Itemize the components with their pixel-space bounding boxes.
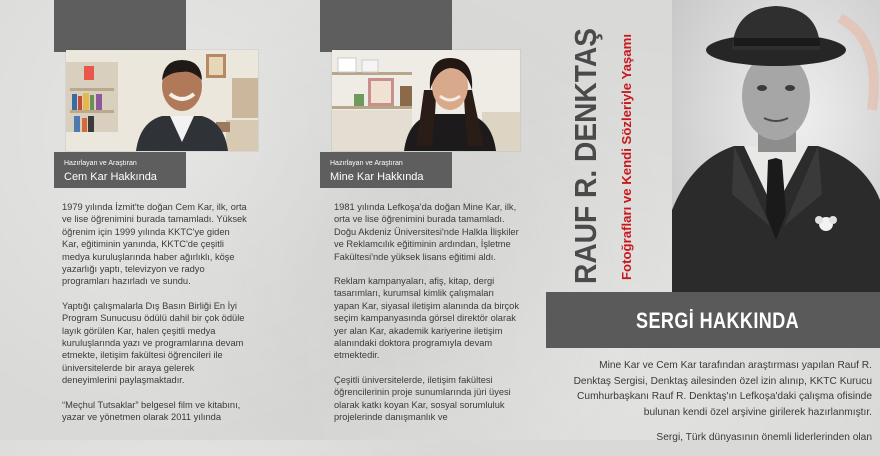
exhibition-subtitle [616, 32, 636, 282]
exhibition-subtitle-text: Fotoğrafları ve Kendi Sözleriyle Yaşamı [620, 46, 634, 280]
mine-kar-bio [334, 201, 520, 436]
exhibition-title-text: RAUF R. DENKTAŞ [568, 2, 603, 284]
mine-kar-bio-paragraph: 1981 yılında Lefkoşa'da doğan Mine Kar, ilk, orta ve lise öğrenimini burada tamamladı. Doğu Akdeniz Üniversitesi'nde Halkla İlişkiler ve Reklamcılık eğitiminin ardından, İşletme Fakültesi'nde yüksek lisans eğitimi aldı. [334, 202, 519, 262]
top-panel [320, 0, 452, 52]
exhibition-banner [546, 292, 880, 348]
cem-kar-caption-small: Hazırlayan ve Araştıran [64, 160, 137, 167]
cem-kar-caption-name: Cem Kar Hakkında [64, 171, 157, 183]
top-panel [54, 0, 186, 52]
cem-kar-bio-paragraph: Yaptığı çalışmalarla Dış Basın Birliği En İyi Program Sunucusu ödülü dahil bir çok ödüle layık görülen Kar, halen çeşitli medya kuruluşlarında yazı ve programlarına devam etmekte, iletişim fakültesi öğrencileri ile üniversitelerde bir araya gelerek deneyimlerini paylaşmaktadır. [62, 300, 245, 386]
cem-kar-caption [54, 152, 186, 188]
mine-kar-bio-paragraph: Çeşitli üniversitelerde, iletişim fakültesi öğrencilerinin proje sunumlarında jüri üyesi olarak katkı koyan Kar, sosyal sorumluluk projelerinde danışmanlık ve [334, 374, 511, 423]
denktas-portrait-art [672, 0, 880, 292]
exhibition-description-paragraph: Sergi, Türk dünyasının önemli liderlerinden olan [656, 432, 872, 444]
exhibition-description [560, 358, 872, 456]
banner-title: SERGİ HAKKINDA [636, 308, 800, 333]
mine-kar-caption [320, 152, 452, 188]
denktas-portrait [672, 0, 880, 292]
mine-kar-photo [332, 50, 520, 151]
exhibition-title [566, 2, 603, 286]
mine-kar-caption-small: Hazırlayan ve Araştıran [330, 160, 403, 167]
mine-kar-photo-art [332, 50, 520, 151]
cem-kar-photo-art [66, 50, 258, 151]
mine-kar-bio-paragraph: Reklam kampanyaları, afiş, kitap, dergi tasarımları, kurumsal kimlik çalışmaları yapan Kar, siyasal iletişim alanında da birçok seçim kampanyasında görsel direktör olarak yer alan Kar, akademik kariyerine iletişim alanındaki doktora programıyla devam etmektedir. [334, 276, 520, 361]
exhibition-description-paragraph: Mine Kar ve Cem Kar tarafından araştırması yapılan Rauf R. Denktaş Sergisi, Denktaş ailesinden özel izin alınıp, KKTC Kurucu Cumhurbaşkanı Rauf R. Denktaş'ın Lefkoşa'daki çalışma ofisinde bulunan kendi özel arşivine girilerek hazırlanmıştır. [573, 360, 872, 418]
cem-kar-bio-paragraph: “Meçhul Tutsaklar” belgesel film ve kitabını, yazar ve yönetmen olarak 2011 yılında [62, 399, 241, 423]
mine-kar-caption-name: Mine Kar Hakkında [330, 171, 424, 183]
cem-kar-bio [62, 201, 248, 436]
cem-kar-bio-paragraph: 1979 yılında İzmit'te doğan Cem Kar, ilk, orta ve lise öğrenimini burada tamamladı. Yüksek öğrenim için 1999 yılında KKTC'ye giden Kar, eğitiminin yanında, KKTC'de çeşitli medya kuruluşlarında haber ağırlıklı, köşe yazarlığı yaptı, televizyon ve radyo programları hazırladı ve sundu. [62, 202, 247, 287]
cem-kar-photo [66, 50, 258, 151]
